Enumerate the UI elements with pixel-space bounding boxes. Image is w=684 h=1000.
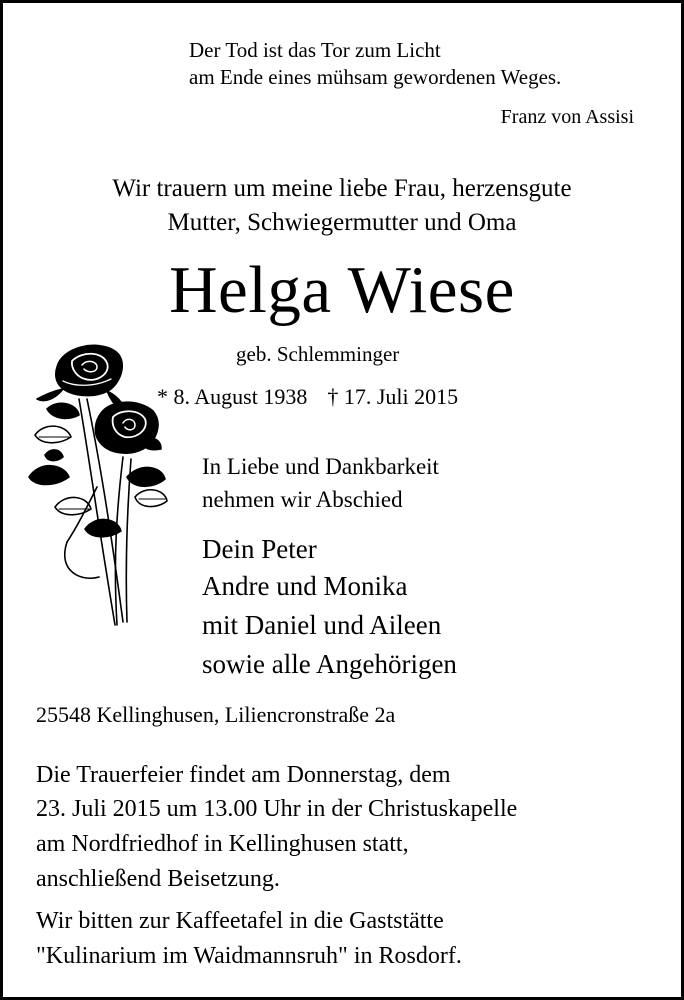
quote-author: Franz von Assisi (500, 106, 634, 128)
roses-bouquet-icon (27, 337, 172, 632)
funeral-line-2: 23. Juli 2015 um 13.00 Uhr in der Christuskapelle (36, 796, 518, 822)
family-line-2: Andre und Monika (202, 571, 408, 601)
intro-line-2: Mutter, Schwiegermutter und Oma (167, 209, 517, 236)
death-date: † 17. Juli 2015 (327, 384, 459, 409)
funeral-line-1: Die Trauerfeier findet am Donnerstag, dem (36, 762, 451, 788)
coffee-line-2: "Kulinarium im Waidmannsruh" in Rosdorf. (36, 943, 462, 969)
life-dates (157, 386, 458, 408)
farewell-line-1: In Liebe und Dankbarkeit (202, 454, 439, 479)
deceased-name: Helga Wiese (169, 253, 515, 327)
funeral-line-3: am Nordfriedhof in Kellinghusen statt, (36, 831, 409, 857)
intro-line-1: Wir trauern um meine liebe Frau, herzensgute (112, 175, 572, 202)
funeral-line-4: anschließend Beisetzung. (36, 866, 280, 892)
quote-line-2: am Ende eines mühsam gewordenen Weges. (189, 65, 562, 89)
family-line-3: mit Daniel und Aileen (202, 610, 442, 640)
farewell-line-2: nehmen wir Abschied (202, 487, 403, 512)
coffee-line-1: Wir bitten zur Kaffeetafel in die Gaststätte (36, 908, 444, 934)
maiden-name: geb. Schlemminger (236, 342, 400, 366)
birth-date: * 8. August 1938 (157, 384, 308, 409)
family-line-4: sowie alle Angehörigen (202, 649, 457, 679)
family-address: 25548 Kellinghusen, Liliencronstraße 2a (36, 702, 396, 727)
quote-line-1: Der Tod ist das Tor zum Licht (189, 38, 441, 62)
family-line-1: Dein Peter (202, 534, 317, 564)
